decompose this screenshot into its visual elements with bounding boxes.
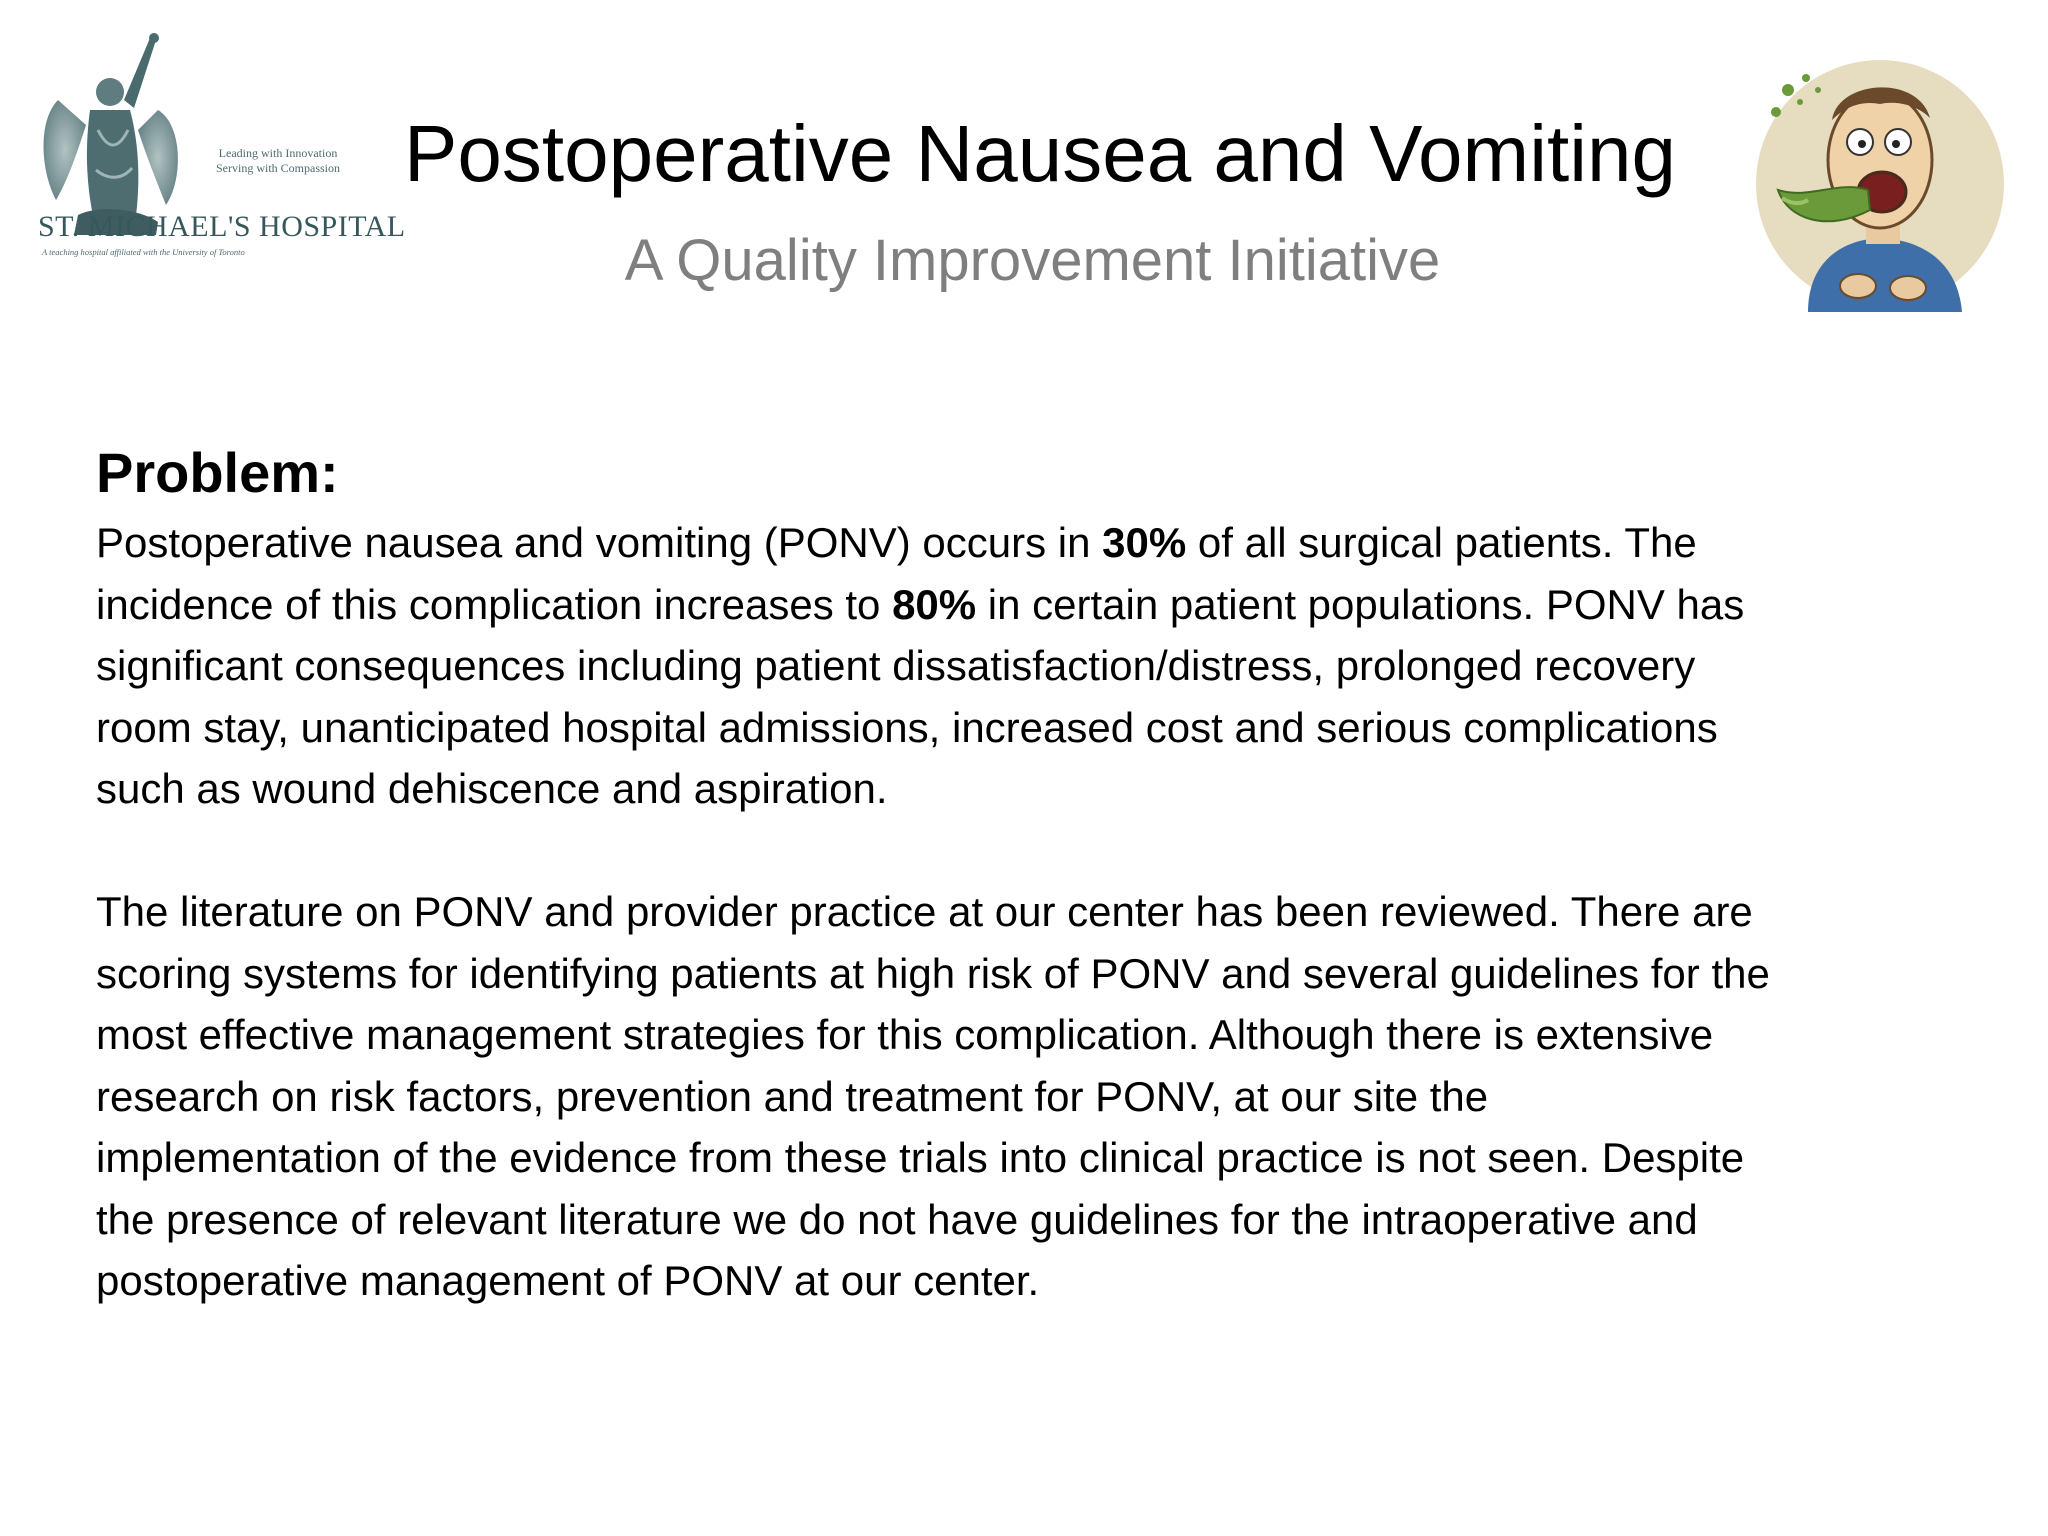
slide-title: Postoperative Nausea and Vomiting [404, 109, 1676, 198]
paragraph-1-line-4: room stay, unanticipated hospital admissions, increased cost and serious complications [96, 703, 1718, 751]
logo-tagline [188, 146, 368, 176]
angel-statue-icon [38, 30, 188, 240]
problem-heading: Problem: [96, 441, 339, 504]
paragraph-1-line-3: significant consequences including patient dissatisfaction/distress, prolonged recovery [96, 642, 1696, 689]
hospital-logo [38, 30, 406, 270]
slide-body [96, 440, 2016, 1312]
paragraph-1-line-1 [96, 512, 2016, 574]
slide-subtitle: A Quality Improvement Initiative [624, 228, 1441, 293]
logo-tagline-line-1: Leading with Innovation [218, 146, 338, 160]
problem-paragraph-2 [96, 881, 2016, 1312]
problem-paragraph-1 [96, 512, 2016, 820]
stat-30-percent: 30% [1102, 519, 1187, 566]
paragraph-2-line-2: scoring systems for identifying patients at high risk of PONV and several guidelines for the [96, 949, 1770, 997]
logo-subtext: A teaching hospital affiliated with the University of Toronto [42, 247, 245, 257]
text-span: Postoperative nausea and vomiting (PONV) occurs in [96, 519, 1103, 566]
paragraph-2-line-4: research on risk factors, prevention and treatment for PONV, at our site the [96, 1072, 1489, 1120]
text-span: incidence of this complication increases to [96, 580, 893, 628]
text-span: in certain patient populations. PONV has [976, 580, 1745, 628]
logo-tagline-line-2: Serving with Compassion [215, 161, 340, 175]
paragraph-gap [96, 820, 2016, 882]
paragraph-1-line-2 [96, 574, 2016, 636]
paragraph-2-line-6: the presence of relevant literature we do not have guidelines for the intraoperative and [96, 1195, 1698, 1243]
paragraph-2-line-3: most effective management strategies for this complication. Although there is extensive [96, 1011, 1714, 1058]
stat-80-percent: 80% [892, 580, 977, 628]
paragraph-2-line-7: postoperative management of PONV at our center. [96, 1257, 1040, 1304]
paragraph-2-line-1: The literature on PONV and provider practice at our center has been reviewed. There are [96, 888, 1753, 935]
paragraph-1-line-5: such as wound dehiscence and aspiration. [96, 765, 888, 812]
logo-hospital-name: ST. MICHAEL'S HOSPITAL [38, 210, 406, 243]
text-span: of all surgical patients. The [1186, 519, 1697, 566]
vomiting-man-icon [1748, 50, 2008, 312]
paragraph-2-line-5: implementation of the evidence from these trials into clinical practice is not seen. Despite [96, 1134, 1745, 1181]
